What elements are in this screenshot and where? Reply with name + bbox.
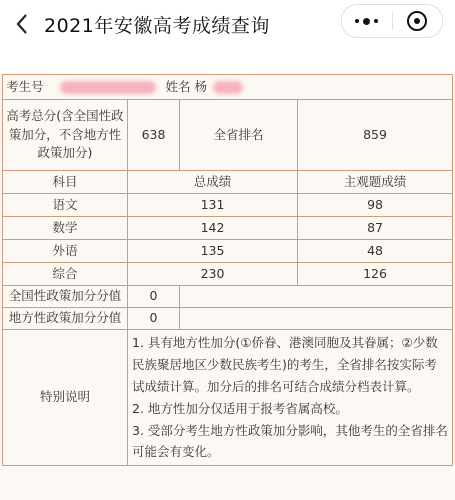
national-policy-label: 全国性政策加分分值 [3, 286, 128, 308]
score-sheet [0, 74, 455, 500]
rank-value: 859 [298, 100, 453, 171]
student-info-row [3, 75, 453, 100]
subject-name: 数学 [3, 217, 128, 240]
table-row [3, 194, 453, 217]
subject-name: 综合 [3, 263, 128, 286]
student-id-label: 考生号 [6, 78, 44, 94]
table-row [3, 263, 453, 286]
empty-cell [180, 308, 453, 330]
local-policy-value: 0 [128, 308, 180, 330]
subject-subjective: 87 [298, 217, 453, 240]
student-info-cell [3, 75, 453, 100]
nav-bar [0, 0, 455, 48]
notes-content [128, 330, 453, 466]
subject-header: 科目 [3, 171, 128, 194]
rank-label: 全省排名 [180, 100, 298, 171]
subject-header-row [3, 171, 453, 194]
subject-total: 135 [128, 240, 298, 263]
total-score-label: 高考总分(含全国性政策加分，不含地方性政策加分) [3, 100, 128, 171]
local-policy-row [3, 308, 453, 330]
more-dot [363, 18, 370, 25]
table-row [3, 217, 453, 240]
chevron-left-icon [15, 13, 29, 35]
notes-label: 特别说明 [3, 330, 128, 466]
close-button[interactable] [393, 5, 443, 37]
subject-total: 131 [128, 194, 298, 217]
subject-total: 230 [128, 263, 298, 286]
redacted-student-id [60, 81, 156, 94]
student-name-label: 姓名 [165, 78, 191, 94]
local-policy-label: 地方性政策加分分值 [3, 308, 128, 330]
back-button[interactable] [0, 0, 44, 48]
note-item: 3. 受部分考生地方性政策加分影响，其他考生的全省排名可能会有变化。 [132, 422, 448, 460]
page-title: 2021年安徽高考成绩查询 [44, 14, 270, 37]
redacted-student-name [213, 81, 243, 94]
national-policy-value: 0 [128, 286, 180, 308]
subject-subjective: 98 [298, 194, 453, 217]
more-dots-icon [355, 19, 359, 23]
subject-total: 142 [128, 217, 298, 240]
note-item: 1. 具有地方性加分(①侨眷、港澳同胞及其眷属；②少数民族聚居地区少数民族考生)的考生，全省排名按实际考试成绩计算。加分后的排名可结合成绩分档表计算。 [132, 335, 438, 394]
total-header: 总成绩 [128, 171, 298, 194]
total-score-row [3, 100, 453, 171]
more-dot [374, 19, 378, 23]
student-name-value: 杨 [194, 78, 207, 94]
total-score-value: 638 [128, 100, 180, 171]
table-row [3, 240, 453, 263]
subject-name: 语文 [3, 194, 128, 217]
national-policy-row [3, 286, 453, 308]
subject-subjective: 126 [298, 263, 453, 286]
target-close-icon [407, 11, 427, 31]
notes-row [3, 330, 453, 466]
subjective-header: 主观题成绩 [298, 171, 453, 194]
score-table [2, 74, 453, 466]
subject-subjective: 48 [298, 240, 453, 263]
note-item: 2. 地方性加分仅适用于报考省属高校。 [132, 400, 348, 416]
mini-program-capsule [341, 4, 443, 38]
empty-cell [180, 286, 453, 308]
subject-name: 外语 [3, 240, 128, 263]
more-button[interactable] [342, 5, 392, 37]
